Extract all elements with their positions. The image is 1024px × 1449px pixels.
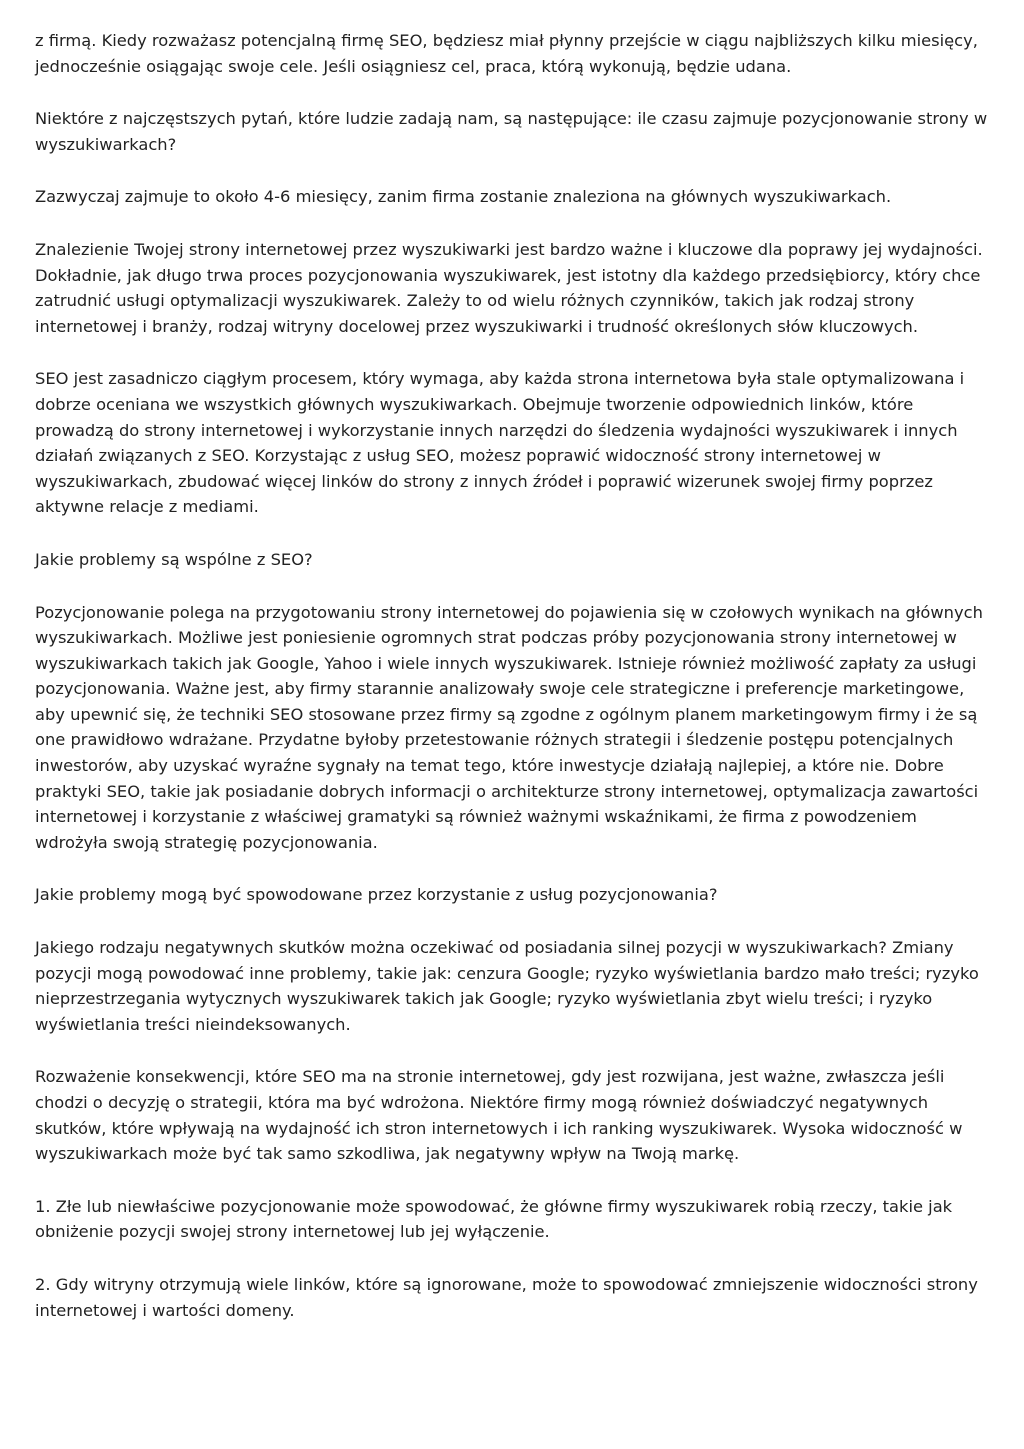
paragraph-intro-continuation: z firmą. Kiedy rozważasz potencjalną firmę SEO, będziesz miał płynny przejście w ciągu najbliższych kilku miesięcy, jednocześnie osiągając swoje cele. Jeśli osiągniesz cel, praca, którą wykonują, będzie udana. [35, 31, 978, 76]
paragraph-importance: Znalezienie Twojej strony internetowej przez wyszukiwarki jest bardzo ważne i kluczowe dla poprawy jej wydajności. Dokładnie, jak długo trwa proces pozycjonowania wyszukiwarek, jest istotny dla każdego przedsiębiorcy, który chce zatrudnić usługi optymalizacji wyszukiwarek. Zależy to od wielu różnych czynników, takich jak rodzaj strony internetowej i branży, rodzaj witryny docelowej przez wyszukiwarki i trudność określonych słów kluczowych. [35, 239, 983, 336]
paragraph-consequences: Rozważenie konsekwencji, które SEO ma na stronie internetowej, gdy jest rozwijana, jest ważne, zwłaszcza jeśli chodzi o decyzję o strategii, która ma być wdrożona. Niektóre firmy mogą również doświadczyć negatywnych skutków, które wpływają na wydajność ich stron internetowych i ich ranking wyszukiwarek. Wysoka widoczność w wyszukiwarkach może być tak samo szkodliwa, jak negatywny wpływ na Twoją markę. [35, 1067, 963, 1164]
paragraph-timeframe: Zazwyczaj zajmuje to około 4-6 miesięcy, zanim firma zostanie znaleziona na głównych wyszukiwarkach. [35, 187, 892, 207]
list-item-1: 1. Złe lub niewłaściwe pozycjonowanie może spowodować, że główne firmy wyszukiwarek robią rzeczy, takie jak obniżenie pozycji swojej strony internetowej lub jej wyłączenie. [35, 1196, 953, 1242]
list-item-2: 2. Gdy witryny otrzymują wiele linków, które są ignorowane, może to spowodować zmniejszenie widoczności strony internetowej i wartości domeny. [35, 1274, 978, 1320]
question-caused-problems: Jakie problemy mogą być spowodowane przez korzystanie z usług pozycjonowania? [35, 885, 718, 905]
paragraph-seo-process: SEO jest zasadniczo ciągłym procesem, który wymaga, aby każda strona internetowa była stale optymalizowana i dobrze oceniana we wszystkich głównych wyszukiwarkach. Obejmuje tworzenie odpowiednich linków, które prowadzą do strony internetowej i wykorzystanie innych narzędzi do śledzenia wydajności wyszukiwarek i innych działań związanych z SEO. Korzystając z usług SEO, możesz poprawić widoczność strony internetowej w wyszukiwarkach, zbudować więcej linków do strony z innych źródeł i poprawić wizerunek swojej firmy poprzez aktywne relacje z mediami. [35, 369, 965, 517]
paragraph-positioning: Pozycjonowanie polega na przygotowaniu strony internetowej do pojawienia się w czołowych wynikach na głównych wyszukiwarkach. Możliwe jest poniesienie ogromnych strat podczas próby pozycjonowania strony internetowej w wyszukiwarkach takich jak Google, Yahoo i wiele innych wyszukiwarek. Istnieje również możliwość zapłaty za usługi pozycjonowania. Ważne jest, aby firmy starannie analizowały swoje cele strategiczne i preferencje marketingowe, aby upewnić się, że techniki SEO stosowane przez firmy są zgodne z ogólnym planem marketingowym firmy i że są one prawidłowo wdrażane. Przydatne byłoby przetestowanie różnych strategii i śledzenie postępu potencjalnych inwestorów, aby uzyskać wyraźne sygnały na temat tego, które inwestycje działają najlepiej, a które nie. Dobre praktyki SEO, takie jak posiadanie dobrych informacji o architekturze strony internetowej, optymalizacja zawartości internetowej i korzystanie z właściwej gramatyki są również ważnymi wskaźnikami, że firma z powodzeniem wdrożyła swoją strategię pozycjonowania. [35, 602, 983, 852]
paragraph-negative-effects: Jakiego rodzaju negatywnych skutków można oczekiwać od posiadania silnej pozycji w wyszukiwarkach? Zmiany pozycji mogą powodować inne problemy, takie jak: cenzura Google; ryzyko wyświetlania bardzo mało treści; ryzyko nieprzestrzegania wytycznych wyszukiwarek takich jak Google; ryzyko wyświetlania zbyt wielu treści; i ryzyko wyświetlania treści nieindeksowanych. [35, 938, 979, 1034]
question-common-problems: Jakie problemy są wspólne z SEO? [35, 549, 313, 569]
document-body [35, 28, 990, 1350]
paragraph-common-question: Niektóre z najczęstszych pytań, które ludzie zadają nam, są następujące: ile czasu zajmuje pozycjonowanie strony w wyszukiwarkach? [35, 109, 988, 154]
